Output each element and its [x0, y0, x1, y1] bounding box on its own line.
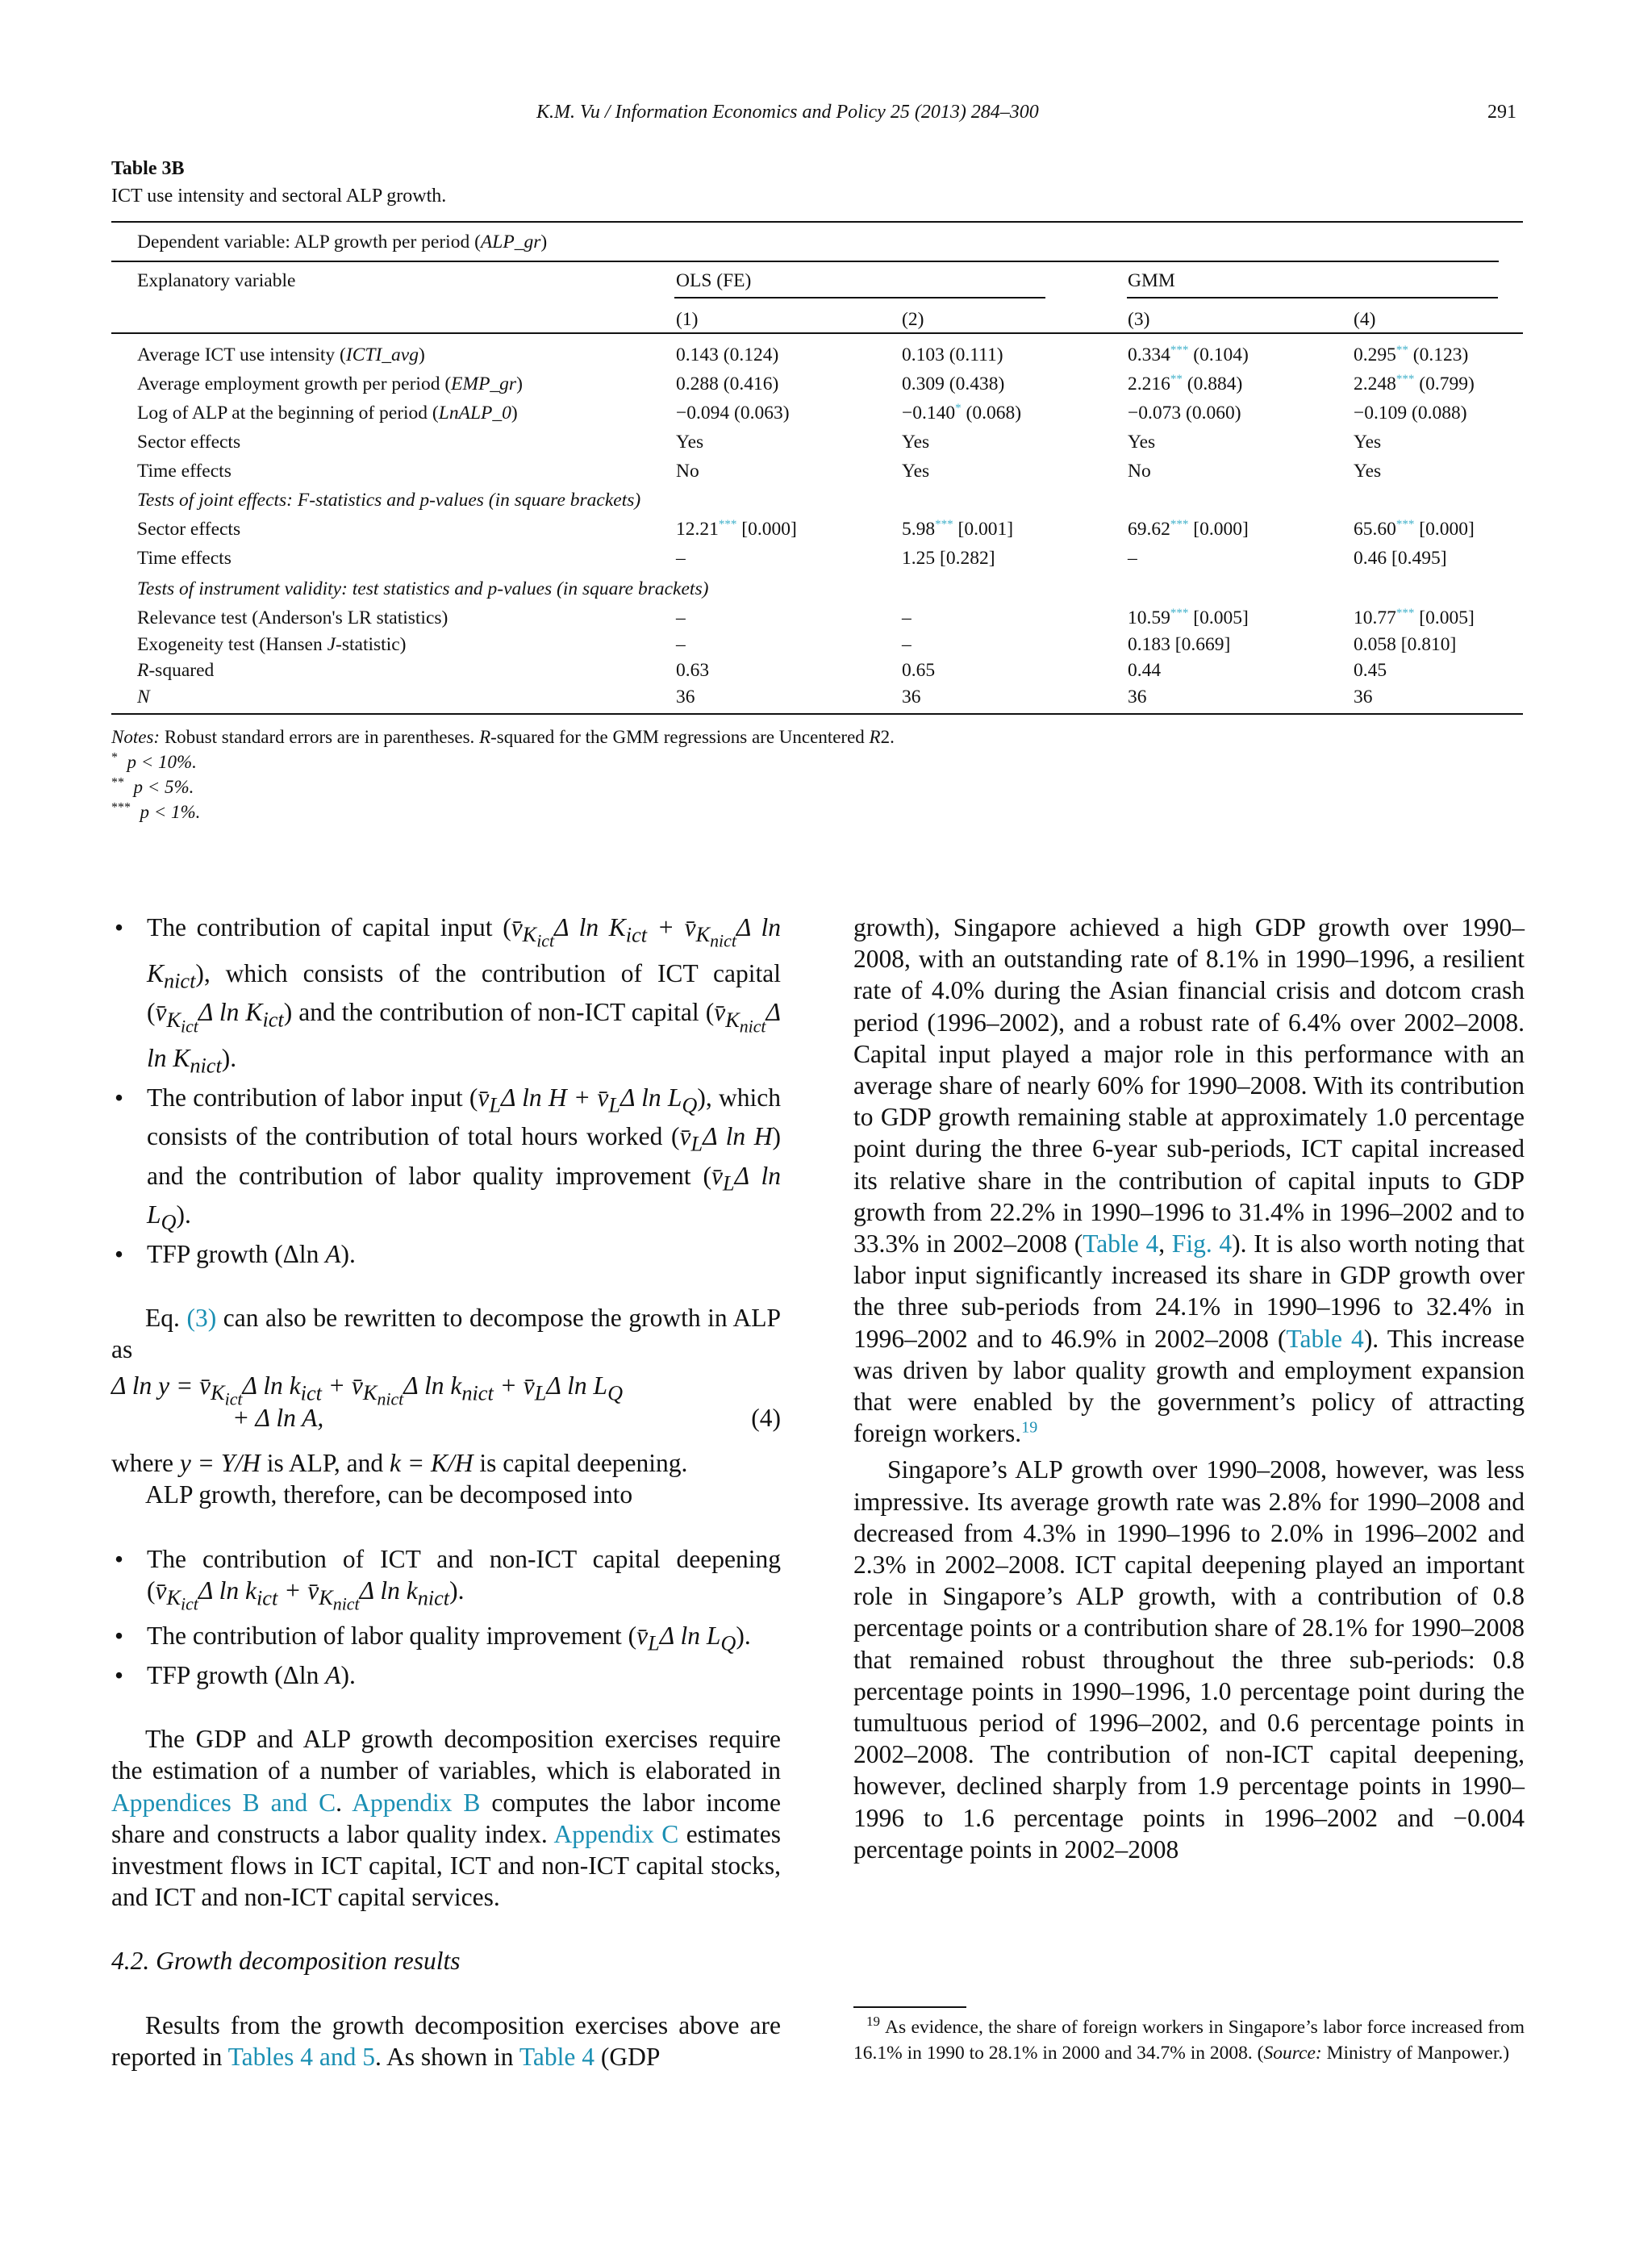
table-cell [1354, 400, 1467, 426]
page-number: 291 [1487, 102, 1516, 123]
sig-text: p < 10%. [127, 752, 197, 772]
cell-value: Yes [902, 461, 930, 482]
eq-3-link[interactable]: (3) [186, 1303, 217, 1332]
cell-value: Yes [1128, 432, 1156, 453]
text: ). [340, 1239, 356, 1268]
text: where [111, 1449, 180, 1478]
significance-stars: ** [1170, 373, 1183, 386]
dependent-variable-line [137, 229, 547, 255]
rule-gmm [1127, 297, 1498, 298]
rule-under-col-heads [111, 332, 1523, 334]
table-cell [902, 400, 1021, 426]
text: ). This increase was driven by labor quality growth and employment expansion that were enabled by the government’s policy of attracting foreign workers. [853, 1324, 1525, 1448]
sig-text: p < 5%. [133, 777, 194, 797]
table-cell [1354, 545, 1447, 571]
appendix-c-link[interactable]: Appendix C [553, 1819, 679, 1848]
table-cell [902, 545, 995, 571]
label-italic: ICTI_avg [345, 344, 419, 365]
label-text: Sector effects [137, 432, 241, 453]
table-notes [111, 724, 895, 824]
text: Ministry of Manpower.) [1321, 2043, 1510, 2064]
label-end: ) [516, 374, 523, 394]
label-text: Log of ALP at the beginning of period ( [137, 403, 439, 424]
dependent-prefix: Dependent variable: ALP growth per period ( [137, 232, 481, 253]
eq-intro-paragraph [111, 1302, 781, 1365]
significance-stars: *** [718, 518, 737, 532]
cell-value: 0.65 [902, 660, 936, 681]
table-label: Table 3B [111, 158, 185, 179]
text: The GDP and ALP growth decomposition exercises require the estimation of a number of variables, which is elaborated in [111, 1725, 781, 1785]
significance-stars: *** [1395, 607, 1415, 620]
fig-4-link[interactable]: Fig. 4 [1171, 1229, 1233, 1258]
bullet-capital-deepening: • The contribution of ICT and non-ICT capital deepening ($v̄_{K_{ict}}\Delta$ $\ln k_{ict}$ + $v̄_{K_{nict}}\Delta$ $\ln k_{nict}$). [115, 1544, 781, 1614]
dependent-var: ALP_gr [480, 232, 541, 253]
text: ). [340, 1660, 356, 1689]
cell-value: Yes [676, 432, 704, 453]
table-cell [676, 429, 703, 455]
cell-value-rest: [0.005] [1414, 607, 1475, 628]
table-cell [1128, 458, 1151, 484]
explanatory-header: Explanatory variable [137, 270, 296, 291]
bullet-icon: • [115, 913, 124, 941]
sig-stars: * [111, 750, 118, 765]
label-text: Sector effects [137, 519, 241, 540]
table-4-link[interactable]: Table 4 [1083, 1229, 1159, 1258]
cell-value: 0.143 (0.124) [676, 344, 779, 365]
group-gmm-header: GMM [1128, 270, 1175, 291]
cell-value-rest: (0.068) [961, 403, 1022, 424]
table-cell [902, 516, 1013, 542]
equation-number: (4) [751, 1404, 781, 1433]
cell-value: 5.98 [902, 519, 936, 540]
table-cell [1128, 545, 1137, 571]
text: is ALP, and [260, 1449, 390, 1478]
label-end: -squared [148, 660, 215, 681]
text: ). It is also worth noting that labor input significantly increased its share in GDP growth over the three sub-periods from 24.1% in 1990–1996 to 32.4% in 1996–2002 and to 46.9% in 2002–2008 ( [853, 1229, 1525, 1353]
table-cell [902, 605, 912, 631]
table-4-link[interactable]: Table 4 [519, 2042, 594, 2071]
cell-value: 0.63 [676, 660, 710, 681]
cell-value-rest: [0.000] [736, 519, 797, 540]
table-cell [902, 342, 1003, 368]
label-text: Relevance test (Anderson's LR statistics) [137, 607, 448, 628]
cell-value: 69.62 [1128, 519, 1170, 540]
cell-value: Yes [1354, 432, 1382, 453]
cell-value: – [676, 633, 686, 655]
text: Results from the growth decomposition exercises above are reported in [111, 2010, 781, 2071]
significance-stars: *** [935, 518, 953, 532]
footnote-19 [853, 2014, 1525, 2066]
text: ). [176, 1200, 191, 1229]
table-cell [1354, 458, 1381, 484]
label-text: Average ICT use intensity ( [137, 344, 346, 365]
significance-stars: * [955, 402, 962, 415]
text: As evidence, the share of foreign workers in Singapore’s labor force increased from 16.1% in 1990 to 28.1% in 2000 and 34.7% in 2008. ( [853, 2017, 1525, 2064]
text: ) and the contribution of labor quality improvement ( [147, 1122, 781, 1190]
cell-value: 0.295 [1354, 344, 1396, 365]
cell-value: 0.183 [0.669] [1128, 633, 1231, 655]
text: is capital deepening. [473, 1449, 688, 1478]
rule-ols [674, 297, 1045, 298]
table-cell [1128, 429, 1155, 455]
cell-value: – [902, 607, 912, 628]
text: The contribution of labor quality improvement ( [147, 1622, 637, 1651]
cell-value: 36 [1128, 686, 1147, 708]
text: Eq. [145, 1303, 187, 1332]
table-cell [902, 632, 912, 657]
text: The contribution of labor input ( [147, 1083, 478, 1112]
text: ), which consists of the contribution of total hours worked ( [147, 1083, 781, 1150]
bullet-icon: • [115, 1544, 124, 1573]
table-top-rule [111, 221, 1523, 223]
text: A [325, 1660, 341, 1689]
cell-value: 12.21 [676, 519, 719, 540]
table-cell [1128, 684, 1147, 710]
left-column [111, 912, 781, 2072]
equation-line-1: Δ $\ln y = v̄_{K_{ict}}\Delta$ $\ln k_{ict}$ + $v̄_{K_{nict}}\Delta$ $\ln k_{nict}$ + $v̄_L\Delta$ $\ln L_Q$ [111, 1371, 624, 1409]
table-bottom-rule [111, 713, 1523, 715]
cell-value: 10.59 [1128, 607, 1170, 628]
table-cell [676, 657, 709, 683]
notes-r2: R [869, 727, 881, 747]
sig-stars: ** [111, 775, 124, 790]
label-text: Time effects [137, 461, 232, 482]
table-cell [676, 545, 686, 571]
tables-4-5-link[interactable]: Tables 4 and 5 [227, 2042, 376, 2071]
label-italic: N [137, 686, 150, 708]
cell-value: −0.140 [902, 403, 956, 424]
cell-value-rest: (0.123) [1408, 344, 1469, 365]
cell-value: 0.288 (0.416) [676, 374, 779, 394]
cell-value: 2.216 [1128, 374, 1170, 394]
table-cell [1354, 342, 1468, 368]
cell-value: No [1128, 461, 1151, 482]
row-label [137, 516, 240, 542]
table-cell [1128, 400, 1241, 426]
bullet-labor-quality: • The contribution of labor quality improvement ($v̄_L\Delta$ $\ln L_Q$). [115, 1622, 751, 1655]
sig-stars: *** [111, 800, 131, 815]
cell-value: 1.25 [0.282] [902, 548, 995, 569]
cell-value: −0.094 (0.063) [676, 403, 790, 424]
text: TFP growth (Δln [147, 1660, 326, 1689]
row-label [137, 632, 406, 657]
significance-stars: ** [1395, 344, 1408, 357]
text: A [325, 1239, 341, 1268]
bullet-tfp-2 [111, 1659, 781, 1691]
col-head-2: (2) [902, 309, 924, 330]
label-italic: J [327, 633, 336, 655]
table-cell [676, 684, 695, 710]
results-paragraph [111, 2010, 781, 2072]
cell-value: 65.60 [1354, 519, 1396, 540]
table-cell [676, 342, 778, 368]
cell-value-rest: [0.000] [1188, 519, 1249, 540]
label-end: ) [511, 403, 518, 424]
text: TFP growth (Δln [147, 1239, 326, 1268]
row-label [137, 545, 232, 571]
sig-note-1 [111, 799, 895, 824]
cell-value: 36 [1354, 686, 1373, 708]
text: . As shown in [375, 2042, 519, 2071]
table-cell [676, 371, 778, 397]
label-text: Average employment growth per period ( [137, 374, 452, 394]
right-column [853, 912, 1525, 1865]
significance-stars: *** [1170, 344, 1189, 357]
col-head-4: (4) [1354, 309, 1376, 330]
text: ). [736, 1622, 751, 1651]
text: The contribution of capital input ( [147, 913, 511, 941]
cell-value-rest: [0.000] [1414, 519, 1475, 540]
table-cell [676, 605, 686, 631]
cell-value: 2.248 [1354, 374, 1396, 394]
table-cell [1354, 516, 1475, 542]
sig-text: p < 1%. [140, 802, 201, 822]
footnote-19-link[interactable]: 19 [1021, 1418, 1038, 1437]
significance-stars: *** [1395, 373, 1415, 386]
table-cell [902, 657, 935, 683]
row-label [137, 684, 150, 710]
sig-note-5 [111, 774, 895, 799]
label-text: Time effects [137, 548, 232, 569]
cell-value: 0.45 [1354, 660, 1387, 681]
row-label [137, 400, 518, 426]
label-end: ) [418, 344, 425, 365]
table-cell [902, 429, 929, 455]
notes-text-b: -squared for the GMM regressions are Uncentered [490, 727, 870, 747]
significance-stars: *** [1170, 607, 1189, 620]
table-cell [902, 371, 1004, 397]
row-label [137, 458, 232, 484]
cell-value-rest: [0.005] [1188, 607, 1249, 628]
cell-value-rest: [0.001] [953, 519, 1014, 540]
table-cell [1128, 342, 1249, 368]
col-head-3: (3) [1128, 309, 1150, 330]
text: ), which consists of the contribution of ICT capital ( [147, 958, 781, 1027]
cell-value-rest: (0.884) [1182, 374, 1243, 394]
cell-value-rest: (0.799) [1414, 374, 1475, 394]
notes-lead: Notes: [111, 727, 161, 747]
text: estimates investment flows in ICT capital, ICT and non-ICT capital stocks, and ICT and non-ICT capital services. [111, 1819, 781, 1912]
cell-value: 36 [676, 686, 695, 708]
text: ) and the contribution of non-ICT capital ( [283, 998, 715, 1027]
table-cell [1354, 429, 1381, 455]
cell-value: −0.109 (0.088) [1354, 403, 1467, 424]
table-cell [1354, 657, 1387, 683]
gdp-growth-paragraph [853, 912, 1525, 1449]
group-ols-header: OLS (FE) [676, 270, 752, 291]
row-label [137, 342, 425, 368]
table-cell [676, 400, 790, 426]
table-cell [1128, 371, 1242, 397]
cell-value: 36 [902, 686, 921, 708]
journal-citation: K.M. Vu / Information Economics and Policy 25 (2013) 284–300 [536, 102, 1039, 123]
alp-growth-paragraph: Singapore’s ALP growth over 1990–2008, however, was less impressive. Its average growth rate was 2.8% for 1990–2008 and decreased from 4.3% in 1990–1996 to 2.0% in 1996–2002 and 2.3% in 2002–2008. ICT capital deepening played an important role in Singapore’s ALP growth, with a contribution of 0.8 percentage points or a contribution share of 28.1% for 1990–2008 that remained robust throughout the three sub-periods: 0.8 percentage points in 1990–1996, 1.0 percentage point during the tumultuous period of 1996–2002, and 0.6 percentage points in 2002–2008. The contribution of non-ICT capital deepening, however, declined sharply from 1.9 percentage points in 1990–1996 to 1.6 percentage points in 1996–2002 and −0.004 percentage points in 2002–2008 [853, 1455, 1525, 1864]
cell-value: No [676, 461, 699, 482]
notes-r: R [479, 727, 491, 747]
significance-stars: *** [1170, 518, 1189, 532]
cell-value: 0.334 [1128, 344, 1170, 365]
row-label [137, 605, 448, 631]
significance-stars: *** [1395, 518, 1415, 532]
decomposition-paragraph [111, 1723, 781, 1913]
table-cell [676, 632, 686, 657]
cell-value: Yes [902, 432, 930, 453]
table-cell [1128, 516, 1249, 542]
equation-line-2: + Δ ln A, [232, 1404, 324, 1433]
notes-text-c: 2. [880, 727, 895, 747]
label-italic: LnALP_0 [438, 403, 511, 424]
cell-value: 10.77 [1354, 607, 1396, 628]
text: . [336, 1788, 353, 1817]
bullet-icon: • [115, 1239, 124, 1268]
text: The contribution of ICT and non-ICT capital deepening ( [147, 1544, 781, 1605]
table-cell [1128, 605, 1249, 631]
alp-intro: ALP growth, therefore, can be decomposed into [145, 1480, 633, 1509]
cell-value: – [1128, 548, 1137, 569]
cell-value: Yes [1354, 461, 1382, 482]
where-line: where y = Y/H is ALP, and k = K/H is capital deepening. [111, 1449, 688, 1478]
table-cell [902, 458, 929, 484]
text: ). [449, 1576, 465, 1605]
cell-value: – [902, 633, 912, 655]
label-italic: EMP_gr [451, 374, 517, 394]
bullet-labor-input: • The contribution of labor input ($v̄_L\Delta$ $\ln H + v̄_L\Delta$ $\ln L_Q$), which consists of the contribution of total hours worked ($v̄_L\Delta$ ln H) and the contribution of labor quality improvement ($v̄_L\Delta$ $\ln L_Q$). [115, 1083, 782, 1234]
text: (GDP [594, 2042, 661, 2071]
appendices-b-c-link[interactable]: Appendices B and C [111, 1788, 336, 1817]
text: can also be rewritten to decompose the growth in ALP as [111, 1303, 781, 1363]
table-cell [676, 458, 699, 484]
label-text: Exogeneity test (Hansen [137, 633, 327, 655]
table-cell [1128, 657, 1161, 683]
table-cell [1354, 632, 1456, 657]
table-cell [1128, 632, 1230, 657]
validity-heading: Tests of instrument validity: test statistics and p-values (in square brackets) [137, 578, 709, 599]
row-label [137, 371, 523, 397]
table-4-link[interactable]: Table 4 [1286, 1324, 1364, 1353]
table-cell [676, 516, 797, 542]
table-cell [902, 684, 921, 710]
text: Source: [1263, 2043, 1322, 2064]
col-head-1: (1) [676, 309, 699, 330]
equation-4 [111, 1370, 781, 1439]
label-end: -statistic) [336, 633, 407, 655]
bullet-capital-input: • The contribution of capital input ($v̄_{K_{ict}}\Delta$ $\ln K_{ict}$ + $v̄_{K_{nict}}\Delta$ $\ln K_{nict}$), which consists of the contribution of ICT capital ($v̄_{K_{ict}}\Delta$ $\ln K_{ict}$) and the contribution of non-ICT capital ($v̄_{K_{nict}}\Delta$ $\ln K_{nict}$). [115, 913, 781, 1078]
cell-value: 0.103 (0.111) [902, 344, 1003, 365]
row-label [137, 657, 214, 683]
table-cell [1354, 684, 1373, 710]
table-caption: ICT use intensity and sectoral ALP growth. [111, 186, 447, 207]
cell-value: 0.309 (0.438) [902, 374, 1005, 394]
bullet-icon: • [115, 1622, 124, 1651]
cell-value: 0.058 [0.810] [1354, 633, 1457, 655]
footnote-rule [853, 2006, 966, 2008]
text: , [1158, 1229, 1172, 1258]
appendix-b-link[interactable]: Appendix B [352, 1788, 481, 1817]
joint-tests-heading: Tests of joint effects: F-statistics and p-values (in square brackets) [137, 490, 641, 511]
notes-line [111, 724, 895, 749]
section-heading: 4.2. Growth decomposition results [111, 1947, 461, 1976]
text: ). [221, 1044, 237, 1072]
notes-text-a: Robust standard errors are in parentheses. [160, 727, 480, 747]
cell-value: 0.44 [1128, 660, 1162, 681]
table-cell [1354, 371, 1475, 397]
bullet-icon: • [115, 1660, 124, 1689]
cell-value: – [676, 607, 686, 628]
table-cell [1354, 605, 1475, 631]
sig-note-10 [111, 749, 895, 774]
cell-value: – [676, 548, 686, 569]
dependent-suffix: ) [540, 232, 548, 253]
bullet-tfp [111, 1238, 781, 1270]
row-label [137, 429, 240, 455]
cell-value: 0.46 [0.495] [1354, 548, 1447, 569]
bullet-icon: • [115, 1083, 124, 1112]
text: computes the labor income share and constructs a labor quality index. [111, 1788, 781, 1848]
footnote-number: 19 [866, 2014, 880, 2030]
rule-under-dependent [111, 261, 1499, 262]
cell-value-rest: (0.104) [1188, 344, 1249, 365]
text: growth), Singapore achieved a high GDP growth over 1990–2008, with an outstanding rate of 8.1% in 1990–1996, a resilient rate of 4.0% during the Asian financial crisis and dotcom crash period (1996–2002), and a robust rate of 6.4% over 2002–2008. Capital input played a major role in this performance with an average share of nearly 60% for 1990–2008. With its contribution to GDP growth remaining stable at approximately 1.0 percentage point during the three 6-year sub-periods, ICT capital increased its relative share in the contribution of capital inputs to GDP growth from 22.2% in 1990–1996 to 31.4% in 1996–2002 and to 33.3% in 2002–2008 ( [853, 913, 1525, 1258]
label-italic: R [137, 660, 149, 681]
cell-value: −0.073 (0.060) [1128, 403, 1241, 424]
